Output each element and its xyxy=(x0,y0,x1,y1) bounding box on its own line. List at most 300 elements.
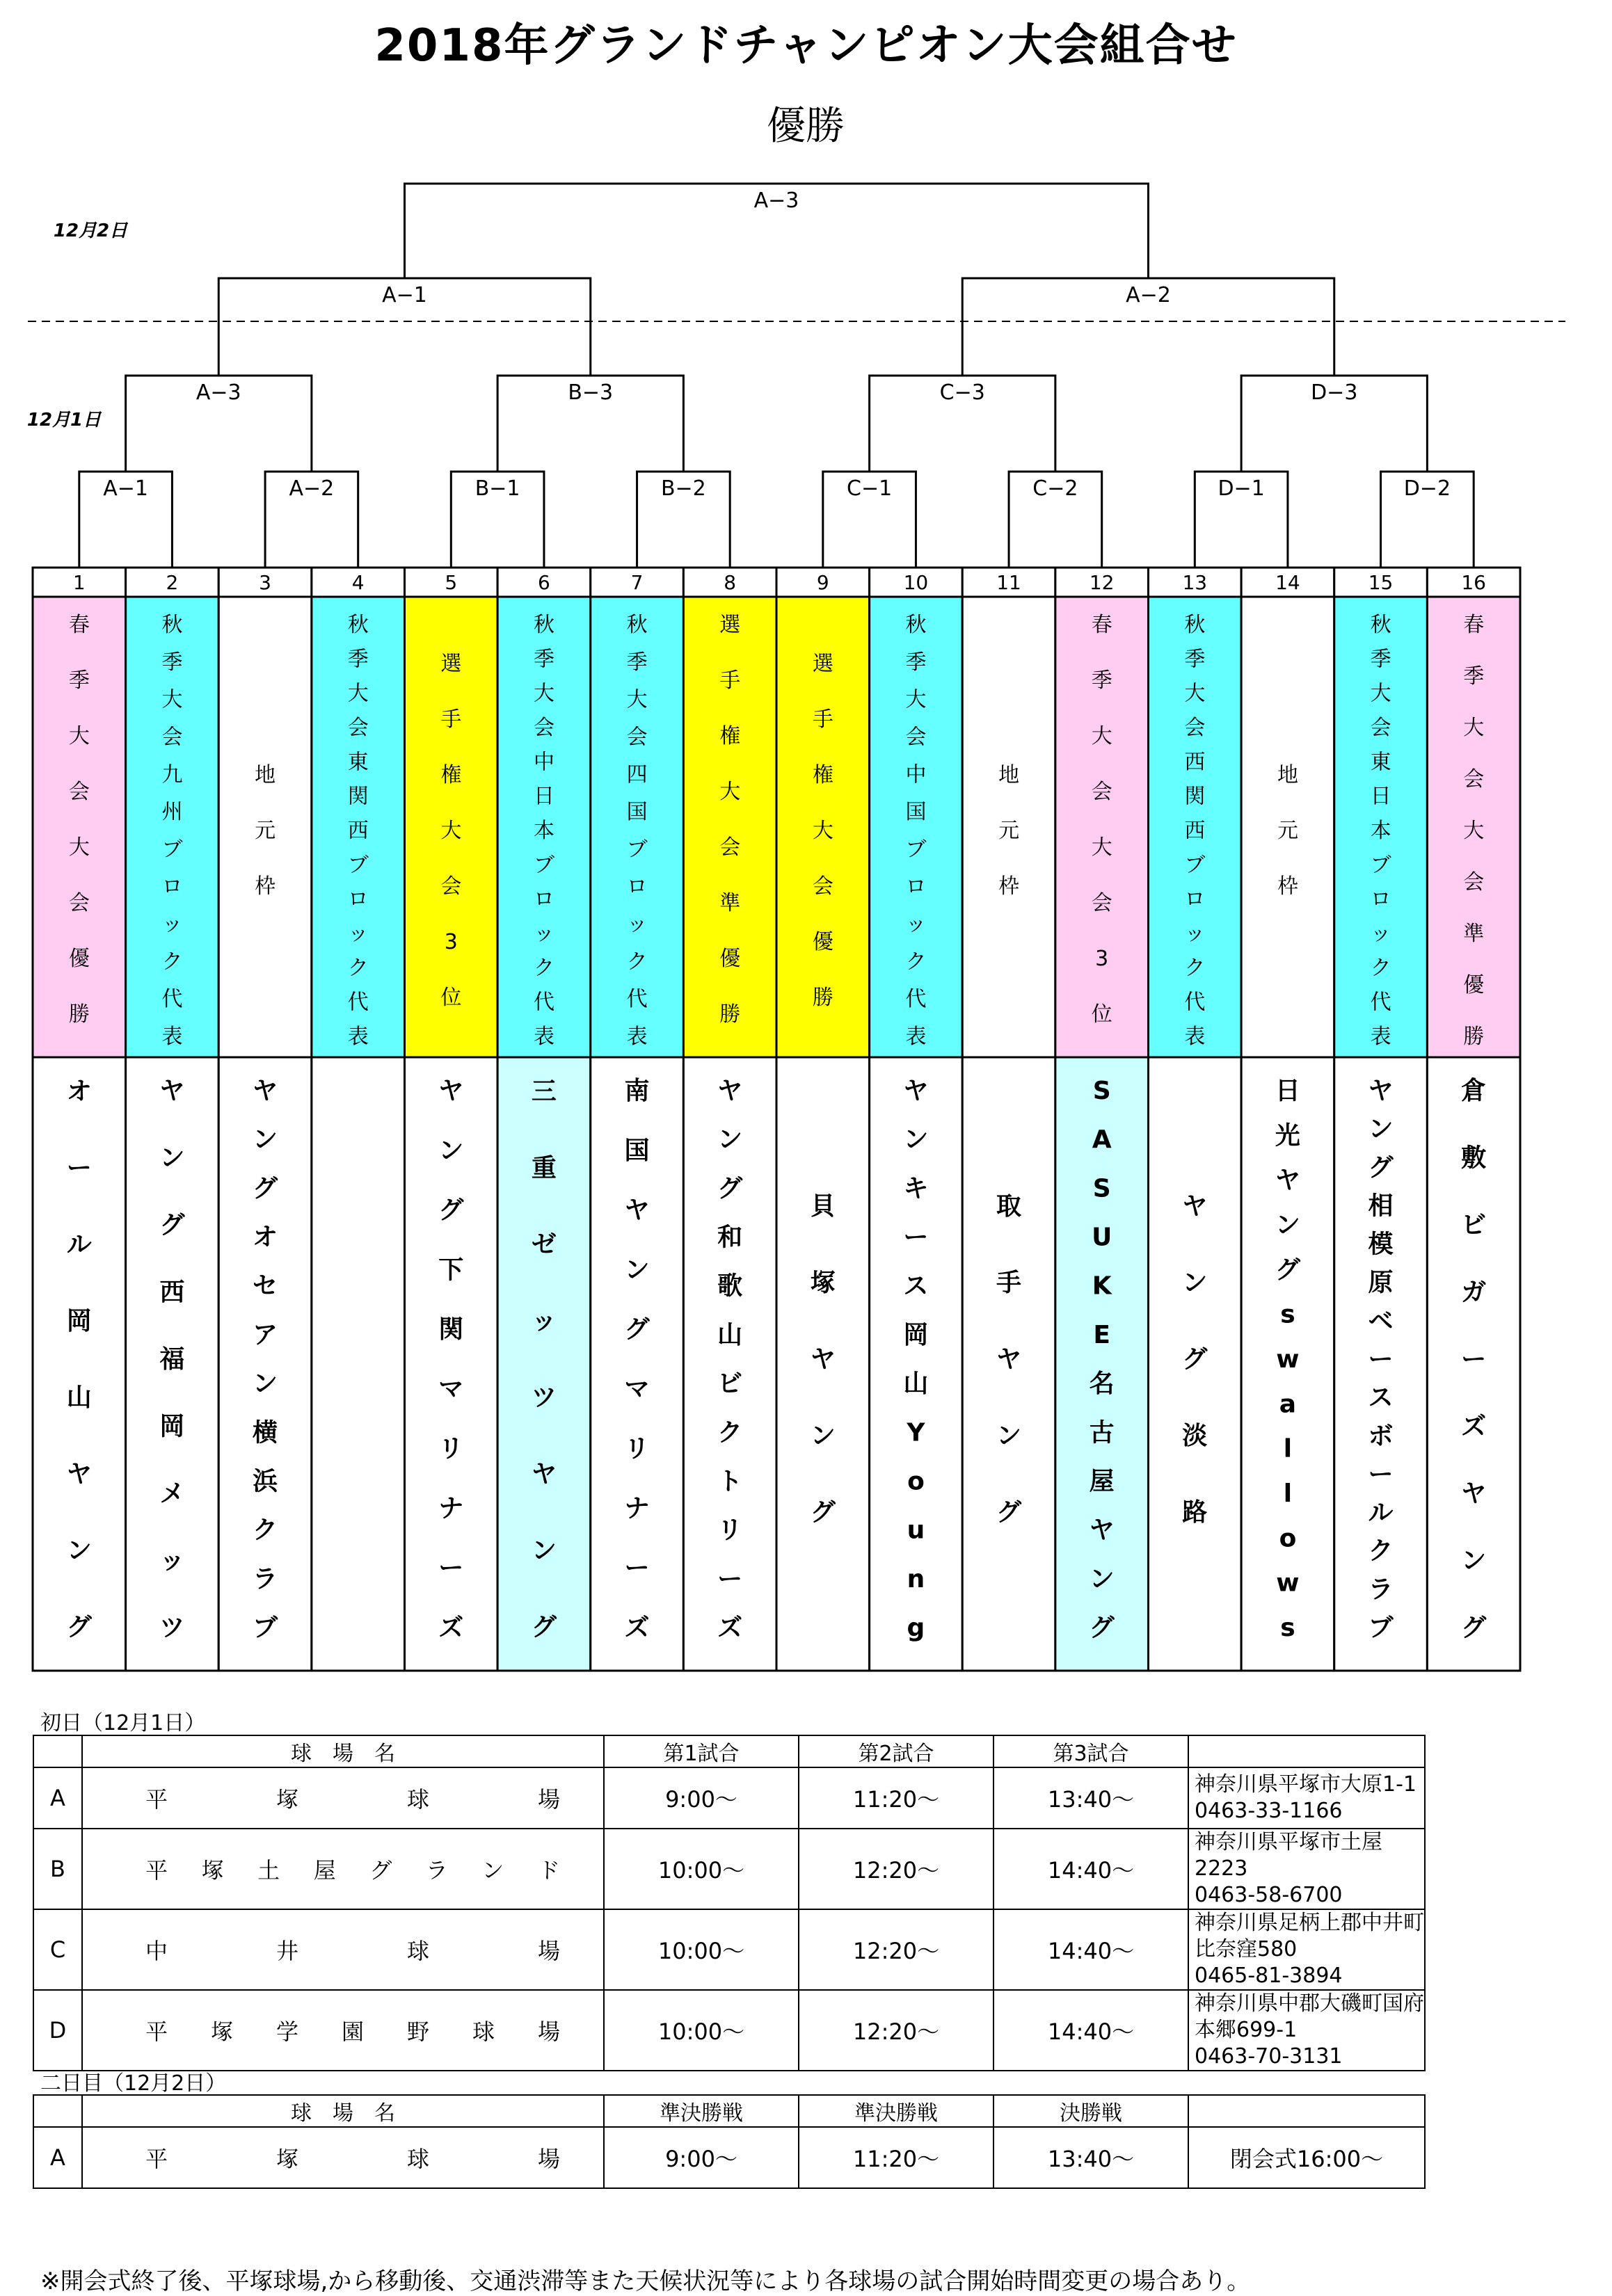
slot-team-char: ン xyxy=(1182,1269,1208,1297)
slot-team-char: 西 xyxy=(159,1278,185,1307)
table-header-cell xyxy=(33,1735,82,1767)
slot-category-char: ッ xyxy=(161,912,183,937)
slot-category-char: 表 xyxy=(626,1025,648,1049)
slot-category-char: 季 xyxy=(1463,664,1485,689)
slot-category-char: 会 xyxy=(533,716,554,740)
slot-team-char: ヤ xyxy=(1089,1516,1115,1545)
slot-team-char: 山 xyxy=(903,1370,929,1399)
slot-category-char: 大 xyxy=(347,681,369,706)
round2-match-label: C−3 xyxy=(939,380,985,405)
slot-team-char: 淡 xyxy=(1182,1422,1208,1450)
slot-category-char: 代 xyxy=(626,987,648,1012)
venue-name-cell: 中井球場 xyxy=(82,1909,604,1990)
slot-team-char: 塚 xyxy=(810,1269,836,1297)
slot-team-char: ト xyxy=(717,1467,743,1496)
slot-category-char: ブ xyxy=(533,853,554,878)
slot-category-char: ロ xyxy=(1184,887,1206,912)
slot-category-char: 地 xyxy=(255,763,276,787)
slot-team-char: グ xyxy=(531,1613,557,1641)
slot-category-char: ク xyxy=(1370,956,1391,981)
match1-time-cell: 9:00〜 xyxy=(604,1767,799,1829)
slot-category-char: 会 xyxy=(440,874,462,899)
round1-match-label: B−2 xyxy=(660,476,706,501)
slot-category-char: 3 xyxy=(444,930,458,954)
round1-match-label: C−1 xyxy=(847,476,893,501)
day2-schedule-table xyxy=(33,2094,1426,2189)
slot-team-char: ヤ xyxy=(1461,1479,1487,1508)
slot-category-char: 春 xyxy=(1091,613,1112,637)
slot-team-char: ー xyxy=(624,1554,650,1583)
slot-team-char: 浜 xyxy=(253,1467,278,1496)
slot-team-char: ボ xyxy=(1368,1422,1394,1451)
slot-team-char: ン xyxy=(996,1422,1022,1450)
slot-team-char: o xyxy=(1279,1524,1297,1553)
slot-category-char: 季 xyxy=(1370,647,1391,672)
slot-team-char: ブ xyxy=(1368,1614,1394,1642)
slot-team-char: ナ xyxy=(438,1494,464,1523)
slot-category-char: 大 xyxy=(533,681,554,706)
slot-category-char: ブ xyxy=(626,837,648,862)
slot-team-char: ヤ xyxy=(996,1345,1022,1374)
slot-team-char: ン xyxy=(810,1422,836,1450)
slot-category-char: 春 xyxy=(1463,613,1485,637)
slot-team-char: グ xyxy=(253,1174,278,1203)
slot-number: 2 xyxy=(166,571,179,594)
slot-team-char: ー xyxy=(66,1154,92,1182)
slot-category-char: 季 xyxy=(905,650,927,675)
slot-category-text xyxy=(998,763,1019,899)
slot-team-char: ク xyxy=(717,1418,743,1447)
slot-team-char: ラ xyxy=(1368,1575,1394,1604)
slot-category-char: 会 xyxy=(1091,891,1112,915)
slot-category-char: 元 xyxy=(255,819,276,843)
slot-number: 4 xyxy=(351,571,365,594)
slot-category-char: 季 xyxy=(1184,647,1206,672)
slot-category-char: 手 xyxy=(719,668,741,693)
slot-team-char: 横 xyxy=(253,1418,278,1447)
slot-team-char: 福 xyxy=(159,1345,185,1374)
table-row xyxy=(33,1990,1425,2071)
slot-category-char: 代 xyxy=(905,987,927,1012)
slot-category-char: 季 xyxy=(68,668,90,693)
slot-team-char: ン xyxy=(624,1255,650,1285)
slot-team-char: 敷 xyxy=(1461,1143,1487,1173)
round1-match-label: D−2 xyxy=(1403,476,1451,501)
slot-team-char: リ xyxy=(624,1434,650,1463)
slot-team-char: グ xyxy=(1275,1255,1300,1285)
slot-category-char: 代 xyxy=(161,987,183,1012)
slot-category-char: 秋 xyxy=(161,613,183,637)
slot-category-char: 表 xyxy=(1184,1025,1206,1049)
match1-time-cell: 9:00〜 xyxy=(604,2127,799,2188)
slot-category-char: ブ xyxy=(161,837,183,862)
slot-team-char: 光 xyxy=(1275,1121,1300,1150)
slot-team-char: 古 xyxy=(1089,1418,1115,1447)
slot-team-char: Y xyxy=(907,1418,925,1447)
slot-category-char: ッ xyxy=(533,922,554,946)
slot-category-char: 本 xyxy=(533,819,554,843)
slot-category-char: 大 xyxy=(1184,681,1206,706)
table-row xyxy=(33,2127,1425,2188)
slot-category-char: ブ xyxy=(1370,853,1391,878)
day1-caption: 初日（12月1日） xyxy=(40,1711,206,1735)
table-header-cell: 準決勝戦 xyxy=(799,2095,993,2127)
slot-team-char: S xyxy=(1092,1077,1111,1105)
slot-category-char: 会 xyxy=(347,716,369,740)
slot-category-char: 表 xyxy=(347,1025,369,1049)
venue-address-cell xyxy=(1188,1990,1425,2071)
venue-address: 神奈川県中郡大磯町国府本郷699-1 xyxy=(1195,1991,1424,2042)
table-header-cell: 第1試合 xyxy=(604,1735,799,1767)
slot-category-char: 準 xyxy=(1463,922,1485,946)
slot-team-char: ズ xyxy=(1461,1412,1487,1441)
slot-category-char: 優 xyxy=(719,947,741,971)
slot-team-char: グ xyxy=(1461,1614,1487,1642)
venue-name-cell: 平塚球場 xyxy=(82,2127,604,2188)
venue-name-cell: 平塚学園野球場 xyxy=(82,1990,604,2071)
slot-team-char: ツ xyxy=(159,1614,185,1642)
slot-team-char: グ xyxy=(1368,1153,1394,1182)
slot-category-char: 九 xyxy=(161,762,183,787)
slot-category-cell xyxy=(1055,597,1149,1057)
slot-team-char: オ xyxy=(253,1223,278,1252)
slot-category-char: ブ xyxy=(905,837,927,862)
slot-category-char: 秋 xyxy=(347,613,369,637)
slot-category-char: 表 xyxy=(533,1025,554,1049)
slot-team-char: ブ xyxy=(253,1614,278,1642)
slot-team-char: セ xyxy=(253,1271,278,1301)
slot-team-char: 倉 xyxy=(1461,1077,1487,1105)
match3-time-cell: 14:40〜 xyxy=(993,1909,1188,1990)
slot-team-char: a xyxy=(1279,1390,1297,1419)
slot-category-char: 東 xyxy=(1370,750,1391,775)
slot-category-char: ブ xyxy=(347,853,369,878)
slot-team-char: ヤ xyxy=(1368,1077,1394,1105)
match1-time-cell: 10:00〜 xyxy=(604,1909,799,1990)
slot-category-char: 代 xyxy=(1370,990,1391,1015)
slot-team-char: ー xyxy=(903,1223,929,1252)
round1-match-label: D−1 xyxy=(1218,476,1265,501)
slot-team-char: ズ xyxy=(717,1614,743,1642)
slot-team-char: 原 xyxy=(1368,1268,1394,1297)
closing-ceremony-cell: 閉会式16:00〜 xyxy=(1188,2127,1425,2188)
round1-match-label: C−2 xyxy=(1032,476,1078,501)
slot-team-char: s xyxy=(1280,1614,1295,1642)
slot-category-char: 大 xyxy=(1091,835,1112,860)
slot-team-char: s xyxy=(1280,1300,1295,1329)
slot-team-char: ン xyxy=(438,1136,464,1165)
slot-category-char: 季 xyxy=(533,647,554,672)
slot-team-char: 山 xyxy=(717,1320,743,1349)
table-header-row xyxy=(33,2095,1425,2127)
slot-category-char: ロ xyxy=(533,887,554,912)
slot-number: 5 xyxy=(445,571,458,594)
slot-category-char: 会 xyxy=(161,725,183,750)
slot-team-char: グ xyxy=(996,1498,1022,1527)
slot-team-name xyxy=(159,1077,185,1642)
slot-category-char: 大 xyxy=(68,835,90,860)
slot-number: 11 xyxy=(996,571,1021,594)
slot-team-char: n xyxy=(907,1564,925,1593)
venue-address-cell xyxy=(1188,1829,1425,1909)
slot-team-char: 国 xyxy=(624,1136,650,1165)
slot-category-char: 四 xyxy=(626,762,648,787)
slot-category-char: 日 xyxy=(1370,784,1391,809)
slot-category-char: 地 xyxy=(998,763,1020,787)
slot-team-char: グ xyxy=(159,1211,185,1239)
slot-team-cell xyxy=(33,1057,126,1671)
slot-team-char: w xyxy=(1276,1345,1300,1374)
slot-team-char: ヤ xyxy=(717,1077,743,1105)
slot-team-char: 山 xyxy=(66,1383,92,1412)
table-header-cell: 球 場 名 xyxy=(82,2095,604,2127)
day1-schedule-table xyxy=(33,1735,1426,2071)
slot-category-char: 地 xyxy=(1277,763,1298,787)
page-title: 2018年グランドチャンピオン大会組合せ xyxy=(374,20,1238,72)
slot-team-char: オ xyxy=(66,1077,92,1106)
slot-team-char: ヤ xyxy=(810,1345,836,1374)
slot-team-char: ン xyxy=(159,1143,185,1173)
venue-id-cell: A xyxy=(33,2127,82,2188)
slot-team-cell xyxy=(312,1057,405,1671)
table-row xyxy=(33,1909,1425,1990)
slot-team-char: ナ xyxy=(624,1494,650,1523)
venue-phone: 0463-70-3131 xyxy=(1195,2044,1343,2069)
slot-team-char: 南 xyxy=(624,1077,650,1105)
slot-category-cell xyxy=(683,597,776,1057)
slot-team-char: ベ xyxy=(1368,1306,1394,1335)
slot-team-char: グ xyxy=(624,1315,650,1344)
table-header-cell: 準決勝戦 xyxy=(604,2095,799,2127)
slot-team-char: ヤ xyxy=(253,1077,278,1105)
slot-team-char: 名 xyxy=(1089,1370,1115,1399)
slot-team-char: 貝 xyxy=(810,1192,836,1221)
round2-match-label: B−3 xyxy=(568,380,614,405)
slot-category-char: ク xyxy=(161,949,183,974)
slot-team-char: ア xyxy=(253,1320,278,1349)
table-header-row xyxy=(33,1735,1425,1767)
slot-category-char: ク xyxy=(905,949,927,974)
slot-category-char: 西 xyxy=(1184,819,1206,843)
slot-team-char: 関 xyxy=(438,1315,464,1344)
slot-team-char: ン xyxy=(1275,1211,1300,1239)
slot-category-char: 権 xyxy=(719,724,741,748)
slot-category-char: 元 xyxy=(1277,819,1298,843)
slot-category-char: 秋 xyxy=(905,613,927,637)
slot-number: 16 xyxy=(1461,571,1487,594)
slot-number: 1 xyxy=(72,571,86,594)
slot-category-char: 中 xyxy=(533,750,554,775)
slot-category-char: 会 xyxy=(1370,716,1391,740)
slot-category-char: 選 xyxy=(812,652,833,676)
slot-category-char: 代 xyxy=(1184,990,1206,1015)
slot-category-char: 関 xyxy=(347,784,369,809)
slot-category-char: 秋 xyxy=(533,613,554,637)
slot-team-char: ン xyxy=(717,1125,743,1155)
slot-team-char: ー xyxy=(1368,1460,1394,1489)
match3-time-cell: 13:40〜 xyxy=(993,2127,1188,2188)
slot-team-char: 重 xyxy=(531,1154,557,1182)
slot-team-char: 三 xyxy=(531,1077,557,1106)
venue-phone: 0463-58-6700 xyxy=(1195,1883,1343,1907)
round2-match-label: D−3 xyxy=(1311,380,1358,405)
slot-team-char: ゼ xyxy=(531,1230,557,1259)
slot-category-char: 権 xyxy=(812,763,833,787)
slot-team-char: ン xyxy=(66,1536,92,1565)
table-header-cell xyxy=(33,2095,82,2127)
slot-category-char: ッ xyxy=(1184,922,1206,946)
venue-id-cell: A xyxy=(33,1767,82,1829)
slot-category-char: 西 xyxy=(347,819,369,843)
slot-team-char: ズ xyxy=(624,1614,650,1642)
slot-team-char: グ xyxy=(66,1613,92,1641)
slot-category-char: 西 xyxy=(1184,750,1206,775)
slot-category-char: 手 xyxy=(440,707,462,732)
semifinal-match-label: A−1 xyxy=(382,283,427,307)
slot-category-char: 会 xyxy=(1184,716,1206,740)
venue-address-cell xyxy=(1188,1767,1425,1829)
slot-category-char: 3 xyxy=(1095,947,1109,971)
slot-team-name xyxy=(1461,1076,1487,1642)
slot-category-char: 表 xyxy=(1370,1025,1391,1049)
slot-team-char: U xyxy=(1092,1223,1112,1252)
slot-team-char: ガ xyxy=(1461,1278,1487,1307)
slot-team-char: ク xyxy=(253,1516,278,1545)
slot-category-char: 位 xyxy=(1091,1002,1112,1027)
slot-category-char: 会 xyxy=(1463,870,1485,894)
slot-team-char: A xyxy=(1092,1125,1112,1155)
round1-match-label: B−1 xyxy=(474,476,520,501)
slot-category-char: 国 xyxy=(626,800,648,825)
slot-category-char: 季 xyxy=(161,650,183,675)
slot-category-char: ッ xyxy=(626,912,648,937)
slot-category-char: 表 xyxy=(161,1025,183,1049)
slot-category-char: ロ xyxy=(161,874,183,899)
slot-team-char: メ xyxy=(159,1479,185,1508)
round1-match-label: A−2 xyxy=(289,476,335,501)
slot-category-char: 会 xyxy=(68,891,90,915)
champion-label: 優勝 xyxy=(767,104,845,149)
slot-team-char: ン xyxy=(253,1370,278,1399)
slot-category-char: 勝 xyxy=(1463,1025,1485,1049)
slot-category-char: 大 xyxy=(1370,681,1391,706)
day2-caption: 二日目（12月2日） xyxy=(40,2071,227,2096)
slot-team-char: 歌 xyxy=(717,1271,743,1301)
slot-team-char: S xyxy=(1092,1174,1111,1203)
slot-team-char: リ xyxy=(438,1434,464,1463)
slot-number: 14 xyxy=(1275,571,1300,594)
slot-team-char: ズ xyxy=(438,1614,464,1642)
match2-time-cell: 11:20〜 xyxy=(799,1767,993,1829)
table-header-cell xyxy=(1188,1735,1425,1767)
round1-match-label: A−1 xyxy=(103,476,148,501)
match2-time-cell: 12:20〜 xyxy=(799,1909,993,1990)
slot-team-char: ス xyxy=(903,1271,929,1301)
slot-category-cell xyxy=(33,597,126,1057)
slot-category-char: 大 xyxy=(905,687,927,712)
slot-category-char: 季 xyxy=(347,647,369,672)
slot-category-char: ク xyxy=(1184,956,1206,981)
slot-category-char: 会 xyxy=(68,780,90,804)
slot-category-char: ク xyxy=(347,956,369,981)
venue-phone: 0463-33-1166 xyxy=(1195,1799,1343,1823)
slot-category-char: 会 xyxy=(719,835,741,860)
slot-category-char: ッ xyxy=(905,912,927,937)
slot-team-char: グ xyxy=(1182,1345,1208,1374)
slot-category-char: ク xyxy=(626,949,648,974)
venue-id-cell: C xyxy=(33,1909,82,1990)
slot-team-char: ン xyxy=(1089,1564,1115,1593)
slot-category-char: 勝 xyxy=(812,986,833,1010)
slot-category-char: 優 xyxy=(812,930,833,954)
slot-team-char: マ xyxy=(438,1374,464,1404)
match2-time-cell: 12:20〜 xyxy=(799,1829,993,1909)
slot-category-char: ロ xyxy=(347,887,369,912)
slot-category-char: ロ xyxy=(626,874,648,899)
slot-category-char: 大 xyxy=(1091,724,1112,748)
slot-team-cell xyxy=(497,1057,591,1671)
venue-address: 神奈川県平塚市大原1-1 xyxy=(1195,1772,1417,1797)
slot-category-text xyxy=(1277,763,1298,899)
slot-category-char: 関 xyxy=(1184,784,1206,809)
slot-team-char: ツ xyxy=(531,1383,557,1412)
slot-category-char: 権 xyxy=(440,763,462,787)
slot-category-char: 会 xyxy=(1463,767,1485,792)
slot-team-char: u xyxy=(907,1516,925,1545)
slot-category-char: 大 xyxy=(812,819,833,843)
slot-category-char: 位 xyxy=(440,986,462,1010)
slot-team-char: ヤ xyxy=(159,1077,185,1105)
slot-category-char: 季 xyxy=(1091,668,1112,693)
slot-team-char: 岡 xyxy=(66,1307,92,1335)
slot-category-char: ブ xyxy=(1184,853,1206,878)
slot-number: 6 xyxy=(538,571,550,594)
slot-team-char: グ xyxy=(438,1196,464,1225)
table-row xyxy=(33,1767,1425,1829)
slot-team-char: グ xyxy=(717,1174,743,1203)
footnote: ※開会式終了後、平塚球場,から移動後、交通渋滞等また天候状況等により各球場の試合開始時間変更の場合あり。 xyxy=(40,2267,1251,2295)
slot-category-char: ッ xyxy=(1370,922,1391,946)
slot-category-char: 大 xyxy=(68,724,90,748)
slot-team-char: 屋 xyxy=(1089,1467,1115,1496)
slot-team-char: ビ xyxy=(1461,1211,1487,1239)
slot-category-char: 中 xyxy=(905,762,927,787)
slot-team-char: ラ xyxy=(253,1564,278,1593)
slot-number: 8 xyxy=(724,571,737,594)
venue-id-cell: D xyxy=(33,1990,82,2071)
table-header-cell: 第3試合 xyxy=(993,1735,1188,1767)
venue-phone: 0465-81-3894 xyxy=(1195,1964,1343,1988)
slot-team-char: ヤ xyxy=(66,1460,92,1488)
slot-team-char: グ xyxy=(810,1498,836,1527)
slot-number: 12 xyxy=(1089,571,1115,594)
slot-team-char: g xyxy=(907,1614,925,1642)
slot-category-char: 会 xyxy=(1091,780,1112,804)
slot-category-char: 秋 xyxy=(626,613,648,637)
slot-team-char: K xyxy=(1092,1271,1112,1301)
slot-category-char: 勝 xyxy=(719,1002,741,1027)
slot-team-char: ヤ xyxy=(903,1077,929,1105)
slot-team-char: 模 xyxy=(1368,1230,1394,1259)
slot-category-char: 選 xyxy=(440,652,462,676)
slot-category-char: 大 xyxy=(440,819,462,843)
table-header-cell xyxy=(1188,2095,1425,2127)
semifinal-match-label: A−2 xyxy=(1126,283,1171,307)
slot-number: 9 xyxy=(816,571,829,594)
slot-category-char: 選 xyxy=(719,613,741,637)
slot-category-char: 優 xyxy=(68,947,90,971)
table-header-cell: 球 場 名 xyxy=(82,1735,604,1767)
